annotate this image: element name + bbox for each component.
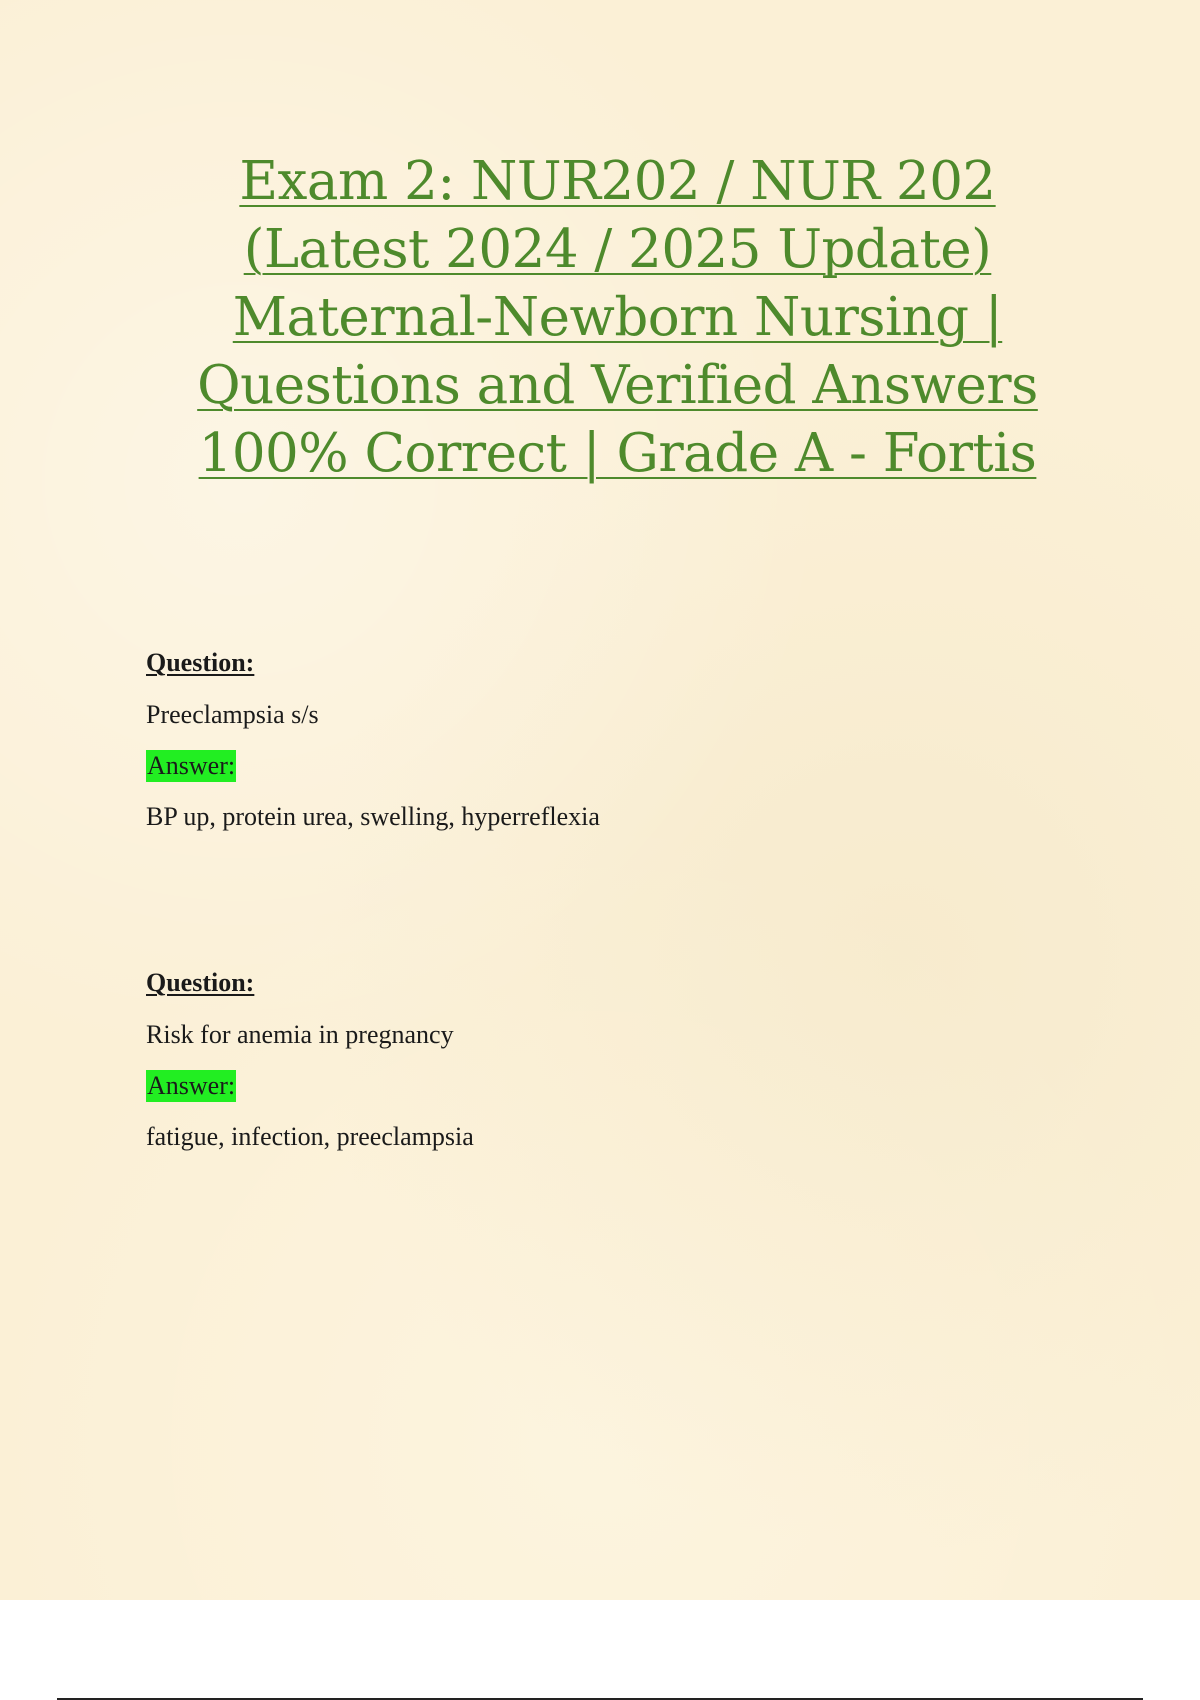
qa-item [146, 646, 1046, 834]
document-title: Exam 2: NUR202 / NUR 202 (Latest 2024 / 2025 Update) Maternal-Newborn Nursing | Questions and Verified Answers 100% Correct | Grade A - Fortis [197, 151, 1038, 484]
question-text: Preeclampsia s/s [146, 700, 319, 729]
answer-label: Answer: [147, 751, 236, 780]
answer-text: BP up, protein urea, swelling, hyperreflexia [146, 802, 600, 831]
question-text: Risk for anemia in pregnancy [146, 1020, 454, 1049]
answer-text: fatigue, infection, preeclampsia [146, 1122, 474, 1151]
qa-item [146, 966, 1046, 1154]
question-label: Question: [146, 968, 255, 997]
answer-label: Answer: [147, 1071, 236, 1100]
question-label: Question: [146, 648, 255, 677]
